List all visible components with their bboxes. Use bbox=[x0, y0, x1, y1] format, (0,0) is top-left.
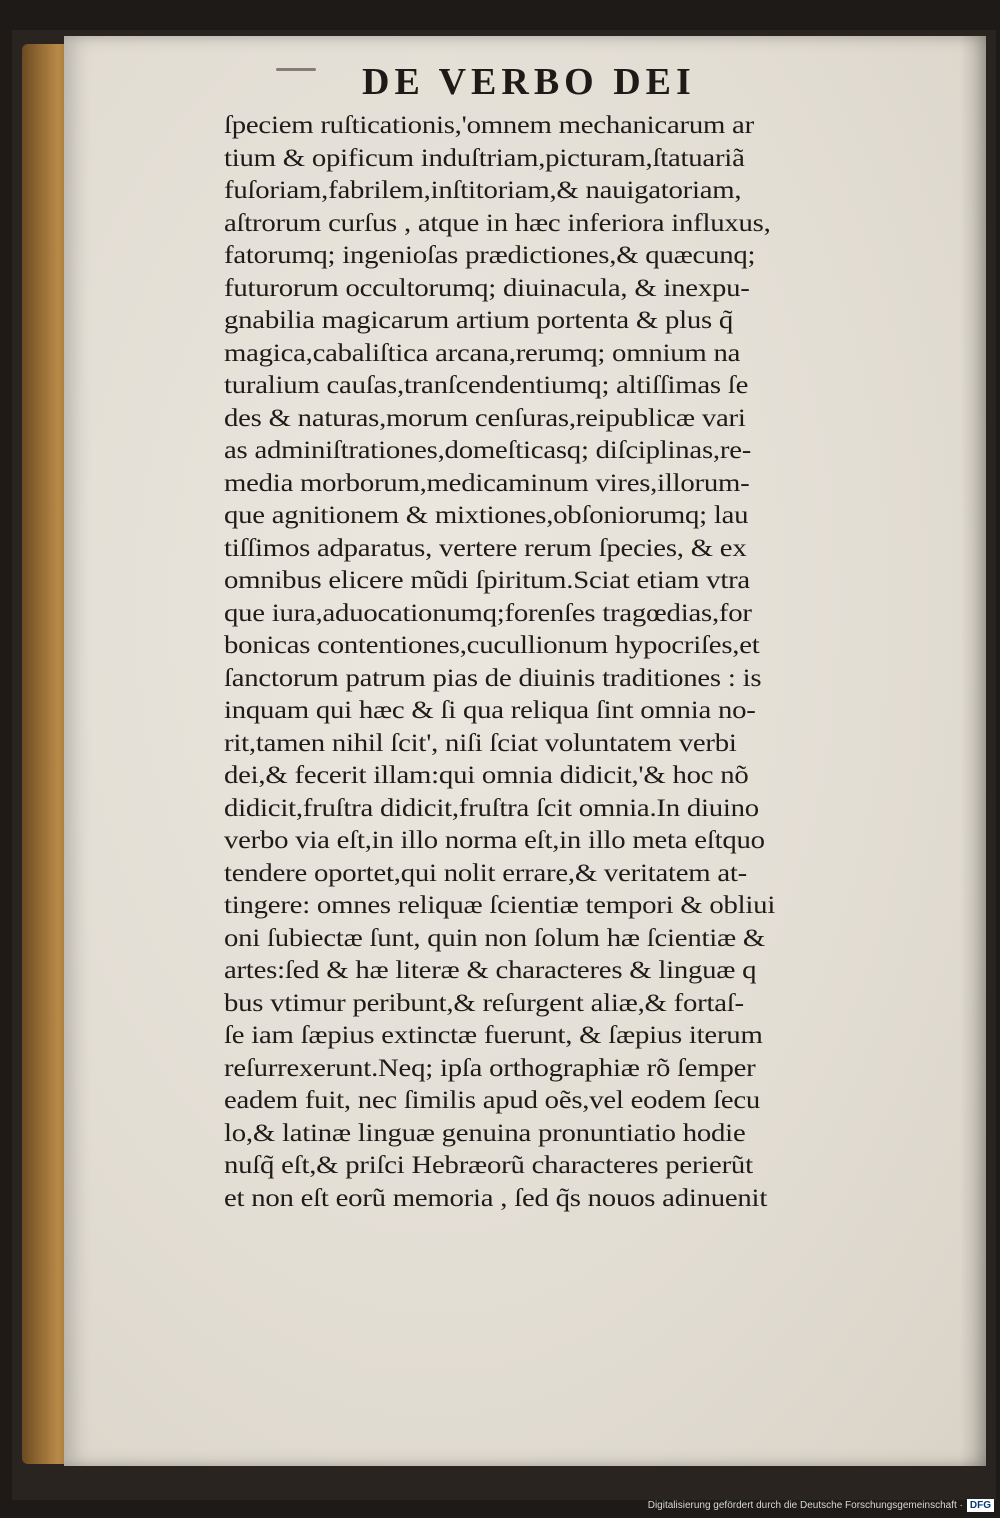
text-line: magica,cabaliſtica arcana,rerumq; omnium na bbox=[224, 339, 741, 367]
text-block bbox=[224, 110, 884, 1215]
text-line: nuſq̃ eſt,& priſci Hebræorũ characteres perierũt bbox=[224, 1152, 753, 1179]
text-line: tiſſimos adparatus, vertere rerum ſpecies, & ex bbox=[224, 534, 747, 562]
text-line: fuſoriam,fabrilem,inſtitoriam,& nauigatoriam, bbox=[224, 177, 742, 204]
text-line: eadem fuit, nec ſimilis apud oẽs,vel eodem ſecu bbox=[224, 1087, 761, 1114]
text-line: omnibus elicere mũdi ſpiritum.Sciat etiam vtra bbox=[224, 567, 750, 594]
footer-credit: Digitalisierung gefördert durch die Deutsche Forschungsgemeinschaft · bbox=[647, 1500, 963, 1511]
text-line: dei,& fecerit illam:qui omnia didicit,'& hoc nõ bbox=[224, 762, 749, 789]
text-line: rit,tamen nihil ſcit', niſi ſciat voluntatem verbi bbox=[224, 729, 737, 757]
text-line: des & naturas,morum cenſuras,reipublicæ vari bbox=[224, 404, 746, 432]
text-line: que iura,aduocationumq;forenſes tragœdias,for bbox=[224, 599, 752, 627]
text-line: lo,& latinæ linguæ genuina pronuntiatio hodie bbox=[224, 1119, 746, 1147]
text-line: inquam qui hæc & ſi qua reliqua ſint omnia no- bbox=[224, 697, 756, 724]
text-line: didicit,fruſtra didicit,fruſtra ſcit omnia.In diuino bbox=[224, 794, 759, 822]
text-line: aſtrorum curſus , atque in hæc inferiora influxus, bbox=[224, 209, 771, 237]
text-line: tingere: omnes reliquæ ſcientiæ tempori & obliui bbox=[224, 892, 776, 919]
gutter-shadow bbox=[960, 36, 986, 1466]
text-line: media morborum,medicaminum vires,illorum- bbox=[224, 469, 750, 497]
text-line: et non eſt eorũ memoria , ſed q̃s nouos adinuenit bbox=[224, 1184, 768, 1212]
text-line: artes:ſed & hæ literæ & characteres & linguæ q bbox=[224, 957, 757, 984]
text-line: tendere oportet,qui nolit errare,& veritatem at- bbox=[224, 859, 747, 887]
text-line: fatorumq; ingenioſas prædictiones,& quæcunq; bbox=[224, 242, 756, 269]
text-line: oni ſubiectæ ſunt, quin non ſolum hæ ſcientiæ & bbox=[224, 924, 766, 952]
text-line: bus vtimur peribunt,& reſurgent aliæ,& fortaſ- bbox=[224, 989, 744, 1017]
text-line: gnabilia magicarum artium portenta & plus q̃ bbox=[224, 307, 734, 334]
text-line: reſurrexerunt.Neq; ipſa orthographiæ rõ ſemper bbox=[224, 1054, 756, 1082]
text-line: futurorum occultorumq; diuinacula, & inexpu- bbox=[224, 274, 750, 302]
text-line: ſpeciem ruſticationis,'omnem mechanicarum ar bbox=[224, 112, 754, 139]
footer bbox=[648, 1499, 994, 1512]
text-line: ſanctorum patrum pias de diuinis traditiones : is bbox=[224, 664, 762, 692]
running-head: DE VERBO DEI bbox=[362, 61, 696, 103]
text-line: ſe iam ſæpius extinctæ fuerunt, & ſæpius iterum bbox=[224, 1022, 763, 1049]
text-line: tium & opificum induſtriam,picturam,ſtatuariã bbox=[224, 144, 745, 172]
text-line: as adminiſtrationes,domeſticasq; diſciplinas,re- bbox=[224, 437, 752, 464]
ink-mark bbox=[276, 68, 316, 71]
text-line: que agnitionem & mixtiones,obſoniorumq; lau bbox=[224, 502, 749, 529]
dfg-logo: DFG bbox=[967, 1499, 994, 1512]
text-line: turalium cauſas,tranſcendentiumq; altiſſimas ſe bbox=[224, 372, 749, 399]
text-line: bonicas contentiones,cucullionum hypocriſes,et bbox=[224, 632, 760, 659]
text-line: verbo via eſt,in illo norma eſt,in illo meta eſtquo bbox=[224, 827, 765, 854]
